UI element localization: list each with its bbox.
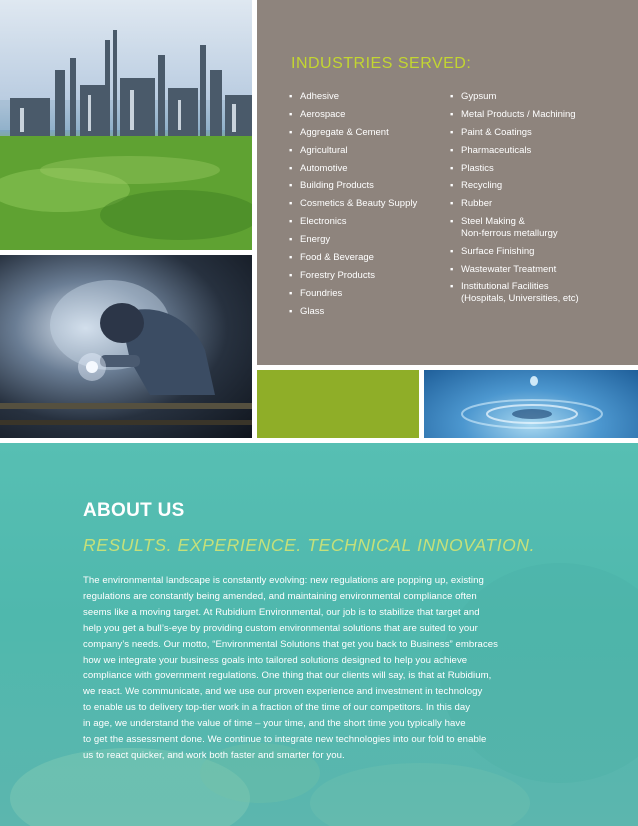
body-line: help you get a bull’s-eye by providing custom environmental solutions that are suited to your [83, 622, 478, 634]
body-line: to enable us to delivery top-tier work in a fraction of the time of our competitors. In this day [83, 702, 471, 714]
industry-item: ▪ Wastewater Treatment [450, 263, 557, 275]
bullet-icon: ▪ [289, 162, 293, 174]
industry-item: ▪ Plastics [450, 162, 494, 174]
industries-panel [257, 0, 638, 365]
industry-item: ▪ Paint & Coatings [450, 126, 532, 138]
welder-illustration [0, 255, 252, 438]
bullet-icon: ▪ [289, 91, 293, 102]
body-line: to get the assessment done. We continue to integrate new technologies into our fold to enable [83, 734, 487, 746]
body-line: compliance with government regulations. One thing that our clients will say, is that at Rubidium, [83, 670, 492, 682]
industry-item: ▪ Forestry Products [289, 269, 375, 281]
industry-item: ▪ Cosmetics & Beauty Supply [289, 198, 418, 210]
water-drop-photo [424, 370, 638, 438]
industry-item: ▪ Building Products [289, 180, 374, 192]
bullet-icon: ▪ [450, 91, 454, 102]
body-line: we react. We communicate, and we use our proven experience and investment in technology [83, 686, 483, 698]
bullet-icon: ▪ [450, 245, 454, 257]
industry-item: ▪ Energy [289, 234, 331, 246]
industry-item: ▪ Rubber [450, 198, 493, 210]
body-line: The environmental landscape is constantly evolving: new regulations are popping up, existing [83, 575, 484, 586]
body-line: company’s needs. Our motto, “Environmental Solutions that get you back to Business” embraces [83, 638, 499, 650]
about-body [83, 573, 553, 764]
about-tagline: RESULTS. EXPERIENCE. TECHNICAL INNOVATION. [83, 535, 536, 555]
industries-list-left [289, 91, 457, 324]
industry-item: ▪ Electronics [289, 216, 347, 228]
industry-item: ▪ Surface Finishing [450, 245, 535, 257]
industry-item: ▪ Adhesive [289, 91, 340, 102]
industry-item: ▪ Foundries [289, 287, 343, 299]
industry-item: ▪ Institutional Facilities (Hospitals, Universities, etc) [450, 281, 579, 304]
welder-photo [0, 255, 252, 438]
industry-item: ▪ Steel Making & Non-ferrous metallurgy [450, 216, 558, 239]
industry-item: ▪ Aerospace [289, 108, 346, 120]
bullet-icon: ▪ [289, 234, 293, 246]
industry-item: ▪ Recycling [450, 180, 503, 192]
water-drop-illustration [424, 370, 638, 438]
refinery-photo [0, 0, 252, 250]
green-color-block [257, 370, 419, 438]
bullet-icon: ▪ [289, 198, 293, 210]
industries-title: INDUSTRIES SERVED: [291, 55, 472, 72]
bullet-icon: ▪ [289, 126, 293, 138]
industry-item: ▪ Automotive [289, 162, 348, 174]
industry-item: ▪ Agricultural [289, 144, 348, 156]
bullet-icon: ▪ [289, 252, 293, 264]
body-line: how we integrate your business goals into tailored solutions designed to help you achieve [83, 654, 468, 666]
bullet-icon: ▪ [289, 269, 293, 281]
industry-item: ▪ Food & Beverage [289, 252, 374, 264]
about-section [0, 443, 638, 826]
bullet-icon: ▪ [289, 287, 293, 299]
body-line: seems like a moving target. At Rubidium Environmental, our job is to stabilize that target and [83, 606, 480, 618]
about-title: ABOUT US [83, 500, 185, 521]
bullet-icon: ▪ [450, 162, 454, 174]
body-line: regulations are constantly being amended, and maintaining environmental compliance often [83, 590, 477, 602]
bullet-icon: ▪ [450, 198, 454, 210]
bullet-icon: ▪ [289, 305, 293, 317]
refinery-illustration [0, 0, 252, 250]
body-line: in age, we understand the value of time – your time, and the short time you typically have [83, 718, 466, 730]
bullet-icon: ▪ [450, 144, 454, 156]
bullet-icon: ▪ [450, 263, 454, 275]
bullet-icon: ▪ [450, 180, 454, 192]
bullet-icon: ▪ [289, 144, 293, 156]
bullet-icon: ▪ [289, 180, 293, 192]
body-line: us to react quicker, and work both faster and smarter for you. [83, 749, 345, 761]
industry-item: ▪ Gypsum [450, 91, 497, 102]
bullet-icon: ▪ [450, 108, 454, 120]
industries-list-right [450, 91, 630, 311]
bullet-icon: ▪ [289, 108, 293, 120]
bullet-icon: ▪ [450, 216, 454, 228]
industry-item: ▪ Glass [289, 305, 325, 317]
industry-item: ▪ Metal Products / Machining [450, 108, 576, 120]
bullet-icon: ▪ [450, 281, 454, 293]
industry-item: ▪ Pharmaceuticals [450, 144, 532, 156]
bullet-icon: ▪ [289, 216, 293, 228]
industry-item: ▪ Aggregate & Cement [289, 126, 389, 138]
bullet-icon: ▪ [450, 126, 454, 138]
